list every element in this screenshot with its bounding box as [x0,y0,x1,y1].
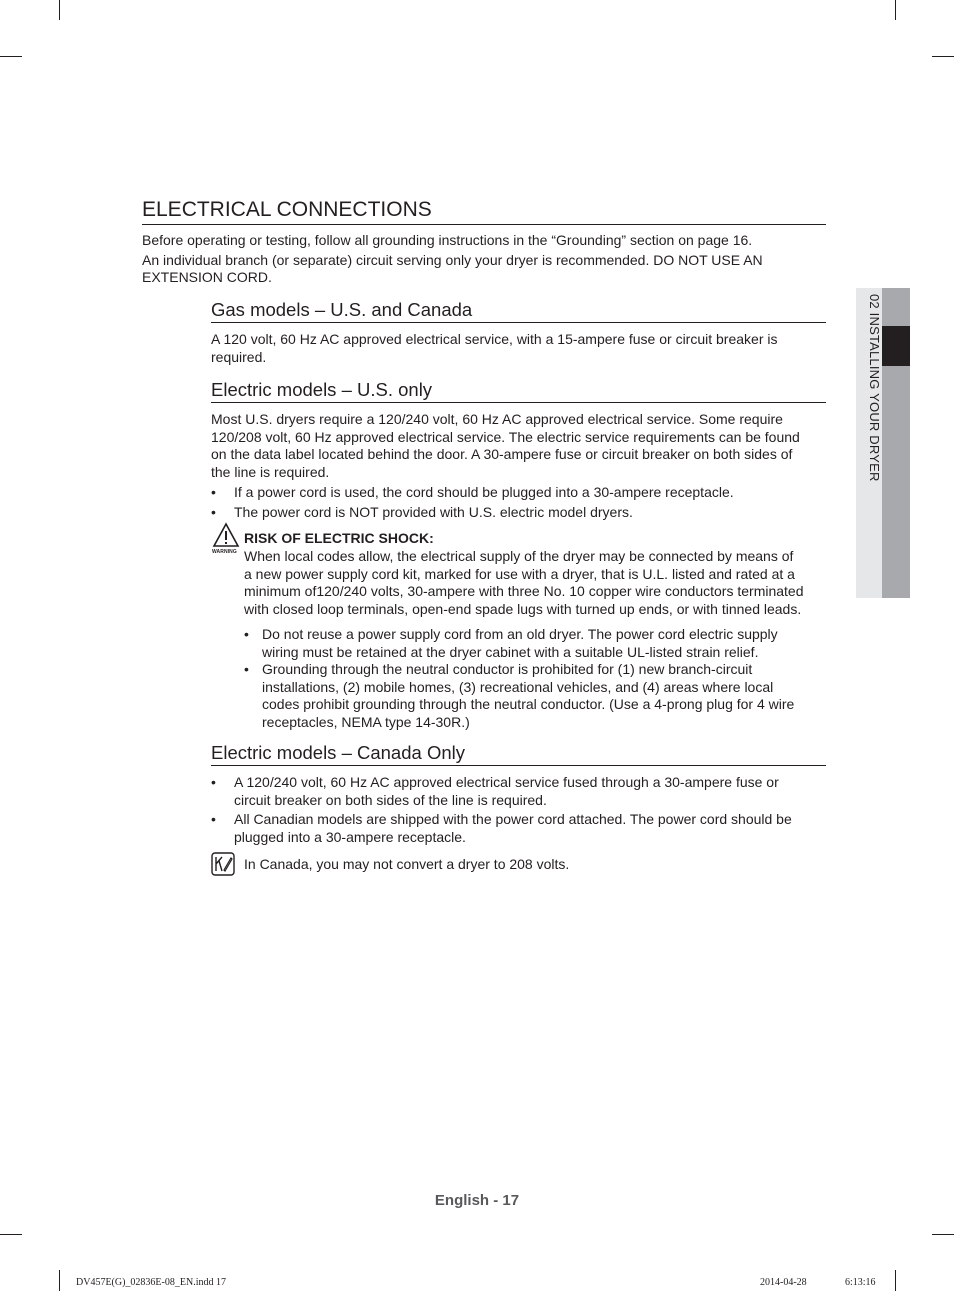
list-item-text: If a power cord is used, the cord should be plugged into a 30-ampere receptacle. [234,484,734,500]
list-item-text: Grounding through the neutral conductor is prohibited for (1) new branch-circuit [262,661,753,677]
slug-file-info: DV457E(G)_02836E-08_EN.indd 17 [76,1277,226,1288]
page-number: English - 17 [434,1192,520,1209]
warning-body-line: When local codes allow, the electrical supply of the dryer may be connected by means of [244,548,794,564]
list-item-text: wiring must be retained at the dryer cabinet with a suitable UL-listed strain relief. [262,643,759,660]
gas-heading: Gas models – U.S. and Canada [211,298,826,323]
electric-us-body-line: 120/208 volt, 60 Hz approved electrical service. The electric service requirements can be found [211,429,800,445]
crop-mark [932,56,954,57]
crop-mark [932,1234,954,1235]
crop-mark [895,1270,896,1291]
list-item-text: codes prohibit grounding through the neutral conductor. (Use a 4-prong plug for 4 wire [262,696,795,712]
gas-body-line: required. [211,349,267,365]
list-item [244,626,824,662]
list-item [211,811,821,847]
electric-us-body-line: the line is required. [211,464,330,480]
gas-body-line: A 120 volt, 60 Hz AC approved electrical service, with a 15-ampere fuse or circuit breaker is [211,331,778,347]
crop-mark [59,1270,60,1291]
bullet-point: • [244,661,249,677]
slug-date: 2014-04-28 [760,1277,807,1288]
warning-body-line: with closed loop terminals, open-end spade lugs with turned up ends, or with tinned leads. [244,601,802,617]
note-text: In Canada, you may not convert a dryer to 208 volts. [244,856,570,872]
warning-body-line: a new power supply cord kit, marked for use with a dryer, that is U.L. listed and rated at a [244,566,795,582]
grounding-link[interactable]: Grounding [556,232,622,248]
bullet-point: • [211,504,216,520]
bullet-point: • [244,626,249,642]
crop-mark [0,56,22,57]
warning-body-line: minimum of120/240 volts, 30-ampere with three No. 10 copper wire conductors terminated [244,583,804,599]
electric-canada-heading: Electric models – Canada Only [211,741,826,766]
intro-text: ” section on page [621,232,733,248]
intro-text: Before operating or testing, follow all grounding instructions in the “ [142,232,557,248]
crop-mark [895,0,896,20]
list-item-text: Do not reuse a power supply cord from an old dryer. The power cord electric supply [262,626,778,642]
list-item [244,661,824,733]
list-item [211,774,821,810]
side-tab-label: 02 INSTALLING YOUR DRYER [867,294,882,482]
side-tab-marker [882,326,910,366]
list-item-text: receptacles, NEMA type 14-30R.) [262,713,470,730]
warning-title: RISK OF ELECTRIC SHOCK: [244,530,434,546]
list-item-text: The power cord is NOT provided with U.S. electric model dryers. [234,504,633,520]
list-item-text: A 120/240 volt, 60 Hz AC approved electrical service fused through a 30-ampere fuse or [234,774,779,790]
electric-us-body-line: Most U.S. dryers require a 120/240 volt, 60 Hz AC approved electrical service. Some require [211,411,783,427]
bullet-point: • [211,484,216,500]
intro-line-3: EXTENSION CORD. [142,269,272,285]
bullet-point: • [211,811,216,827]
intro-line-1 [142,232,832,250]
electric-us-heading: Electric models – U.S. only [211,378,826,403]
crop-mark [0,1234,22,1235]
intro-line-2: An individual branch (or separate) circuit serving only your dryer is recommended. DO NOT USE AN [142,252,763,268]
intro-text: . [748,232,753,248]
page-reference-link[interactable]: 16 [732,232,749,248]
page-title: ELECTRICAL CONNECTIONS [142,196,826,225]
electric-us-body-line: on the data label located behind the door. A 30-ampere fuse or circuit breaker on both sides of [211,446,793,462]
list-item-text: circuit breaker on both sides of the line is required. [234,791,547,808]
list-item-text: installations, (2) mobile homes, (3) recreational vehicles, and (4) areas where local [262,678,774,695]
crop-mark [59,0,60,20]
list-item-text: plugged into a 30-ampere receptacle. [234,828,466,845]
slug-time: 6:13:16 [845,1277,876,1288]
warning-icon-label: WARNING [212,549,237,555]
bullet-point: • [211,774,216,790]
list-item-text: All Canadian models are shipped with the power cord attached. The power cord should be [234,811,792,827]
note-icon [211,852,235,876]
